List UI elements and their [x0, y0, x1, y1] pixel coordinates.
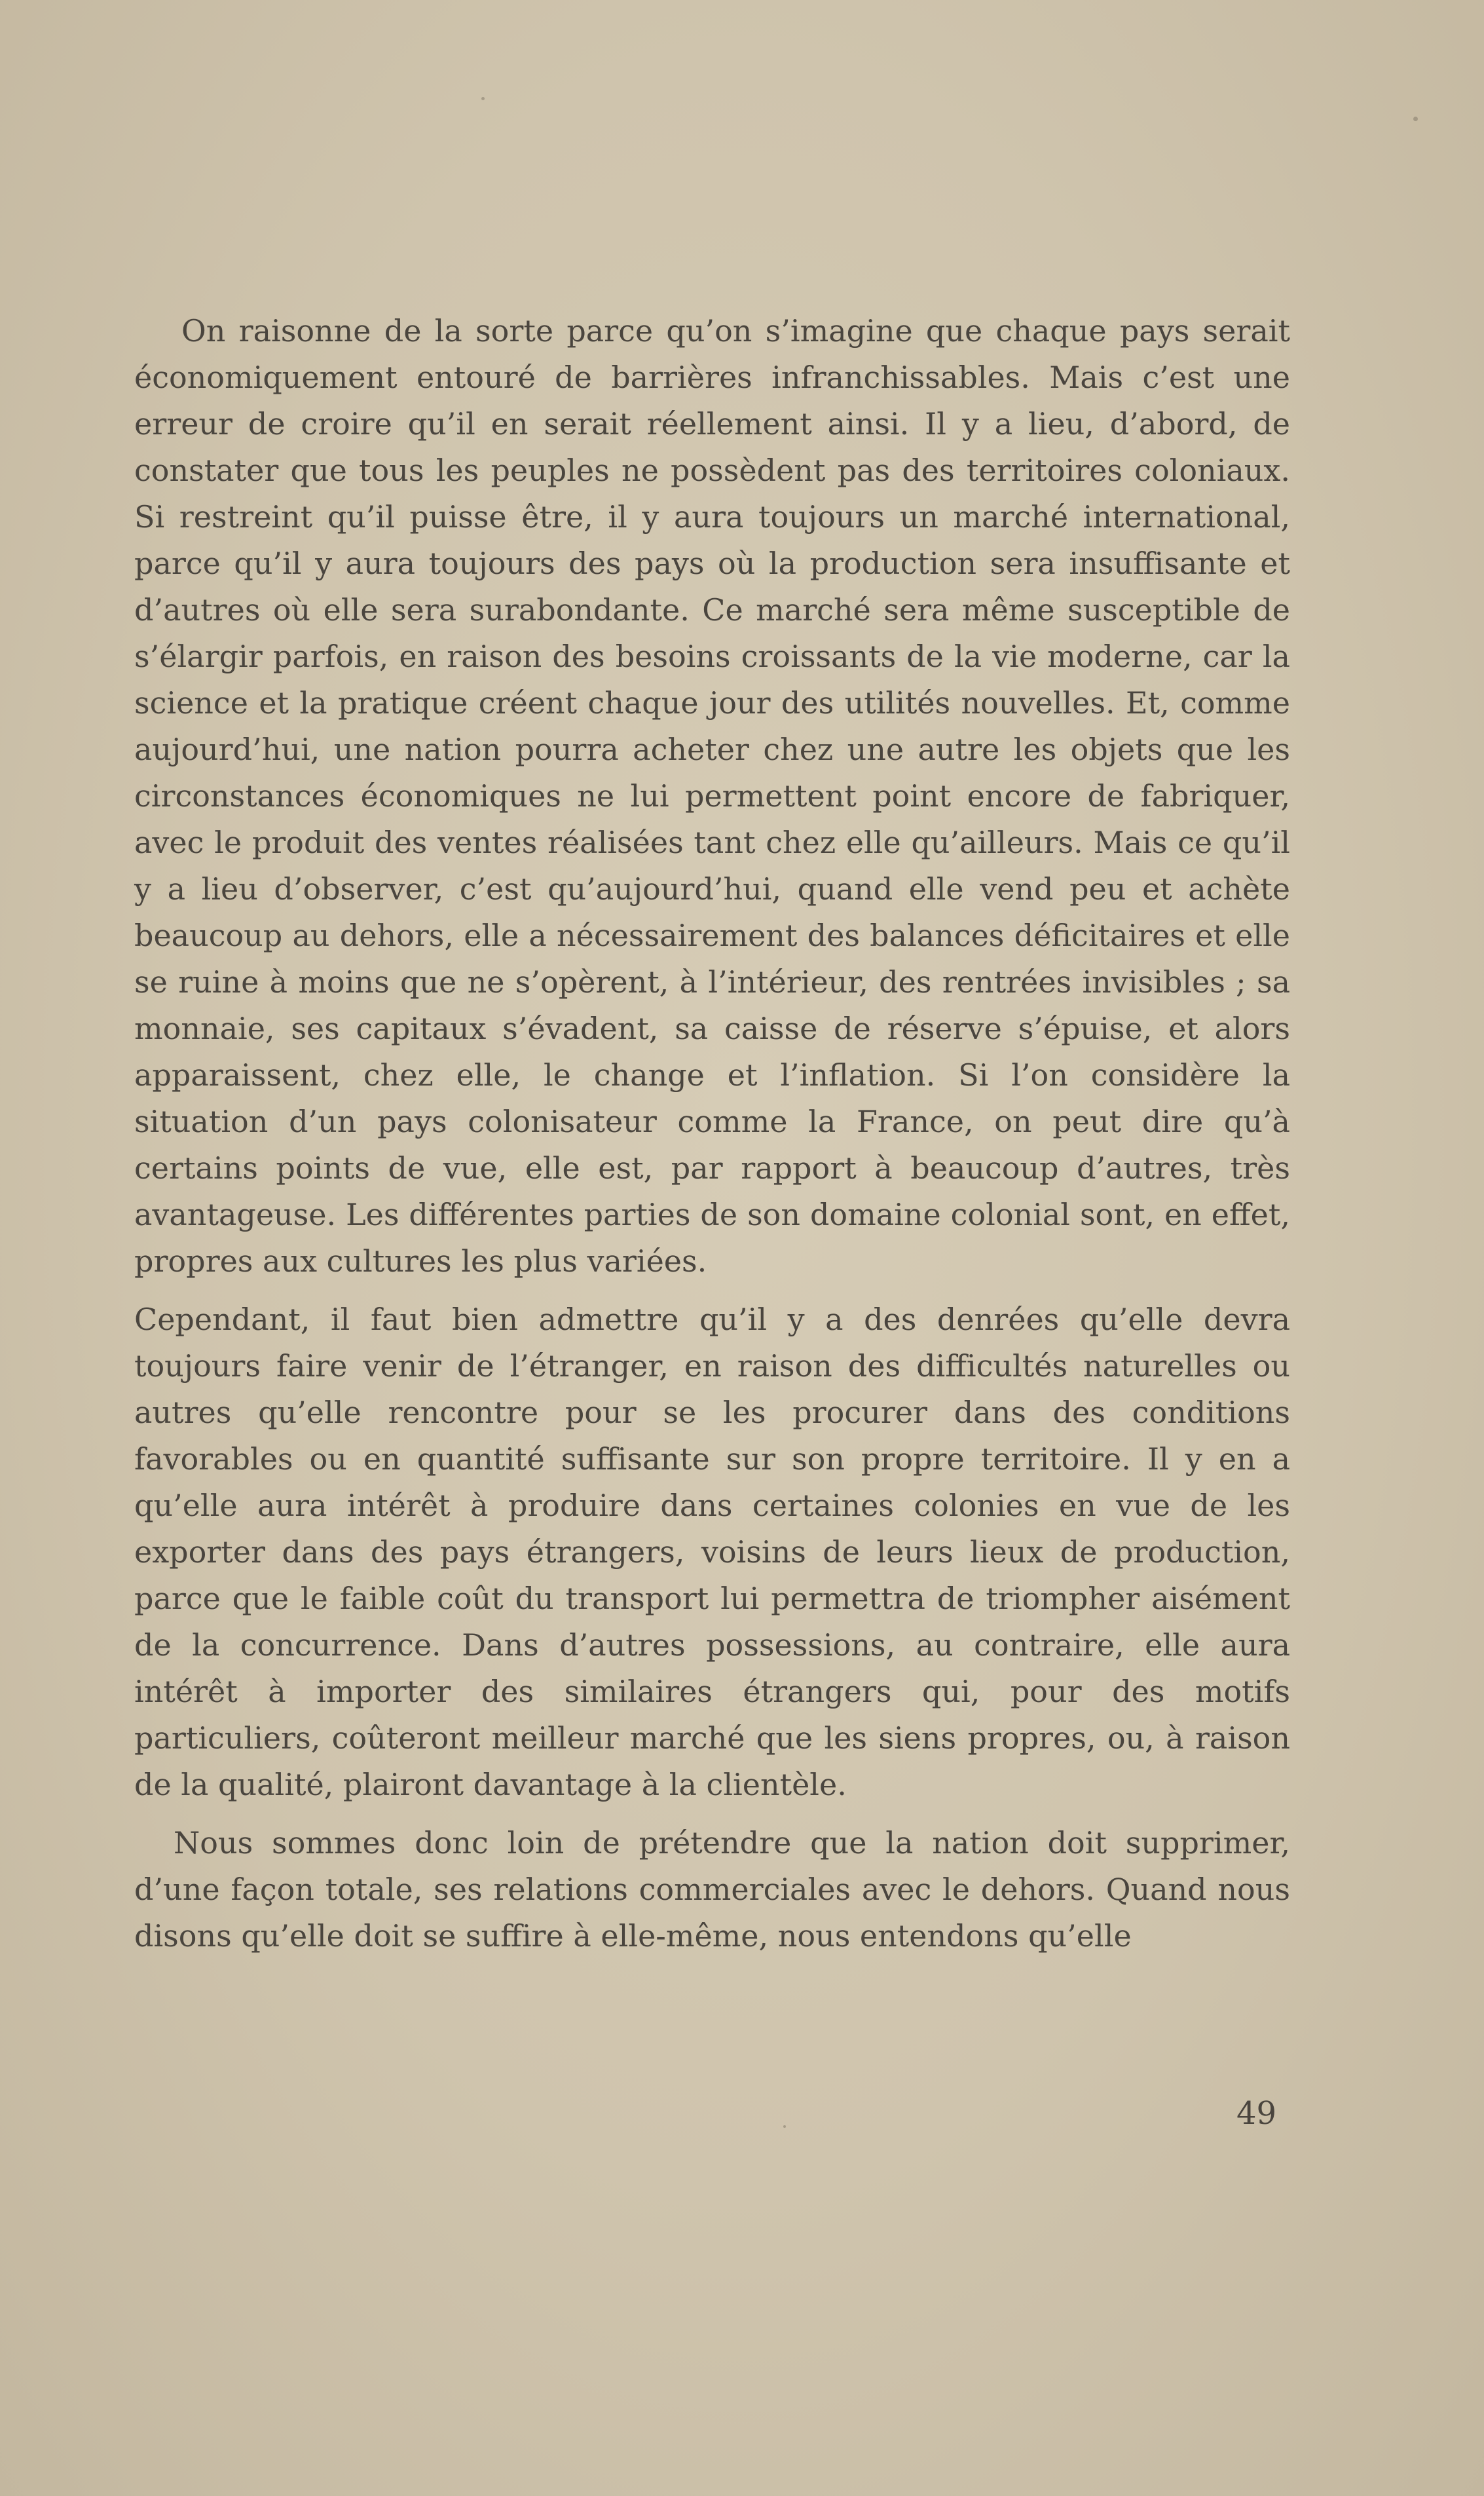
- paper-speck: [481, 97, 485, 100]
- body-text: [134, 308, 1290, 1959]
- paragraph-2: Cependant, il faut bien admettre qu’il y a des denrées qu’elle devra toujours faire venir de l’étranger, en raison des difficultés naturelles ou autres qu’elle rencontre pour se les procurer dans des conditions favorables ou en quantité suffisante sur son propre territoire. Il y en a qu’elle aura intérêt à produire dans certaines colonies en vue de les exporter dans des pays étrangers, voisins de leurs lieux de production, parce que le faible coût du transport lui permettra de triompher aisément de la concurrence. Dans d’autres possessions, au contraire, elle aura intérêt à importer des similaires étrangers qui, pour des motifs particuliers, coûteront meilleur marché que les siens propres, ou, à raison de la qualité, plairont davantage à la clientèle.: [134, 1302, 1290, 1802]
- paragraph-1: On raisonne de la sorte parce qu’on s’imagine que chaque pays serait économiquement entouré de barrières infranchissables. Mais c’est une erreur de croire qu’il en serait réellement ainsi. Il y a lieu, d’abord, de constater que tous les peuples ne possèdent pas des territoires coloniaux. Si restreint qu’il puisse être, il y aura toujours un marché international, parce qu’il y aura toujours des pays où la production sera insuffisante et d’autres où elle sera surabondante. Ce marché sera même susceptible de s’élargir parfois, en raison des besoins croissants de la vie moderne, car la science et la pratique créent chaque jour des utilités nouvelles. Et, comme aujourd’hui, une nation pourra acheter chez une autre les objets que les circonstances économiques ne lui permettent point encore de fabriquer, avec le produit des ventes réalisées tant chez elle qu’ailleurs. Mais ce qu’il y a lieu d’observer, c’est qu’aujourd’hui, quand elle vend peu et achète beaucoup au dehors, elle a nécessairement des balances déficitaires et elle se ruine à moins que ne s’opèrent, à l’intérieur, des rentrées invisibles ; sa monnaie, ses capitaux s’évadent, sa caisse de réserve s’épuise, et alors apparaissent, chez elle, le change et l’inflation. Si l’on considère la situation d’un pays colonisateur comme la France, on peut dire qu’à certains points de vue, elle est, par rapport à beaucoup d’autres, très avantageuse. Les différentes parties de son domaine colonial sont, en effet, propres aux cultures les plus variées.: [134, 313, 1290, 1279]
- paper-speck: [783, 2125, 786, 2128]
- paragraph-3: Nous sommes donc loin de prétendre que la nation doit supprimer, d’une façon totale, ses relations commerciales avec le dehors. Quand nous disons qu’elle doit se suffire à elle-même, nous entendons qu’elle: [134, 1825, 1290, 1954]
- page-number: 49: [1236, 2095, 1277, 2132]
- paper-speck: [1413, 117, 1418, 121]
